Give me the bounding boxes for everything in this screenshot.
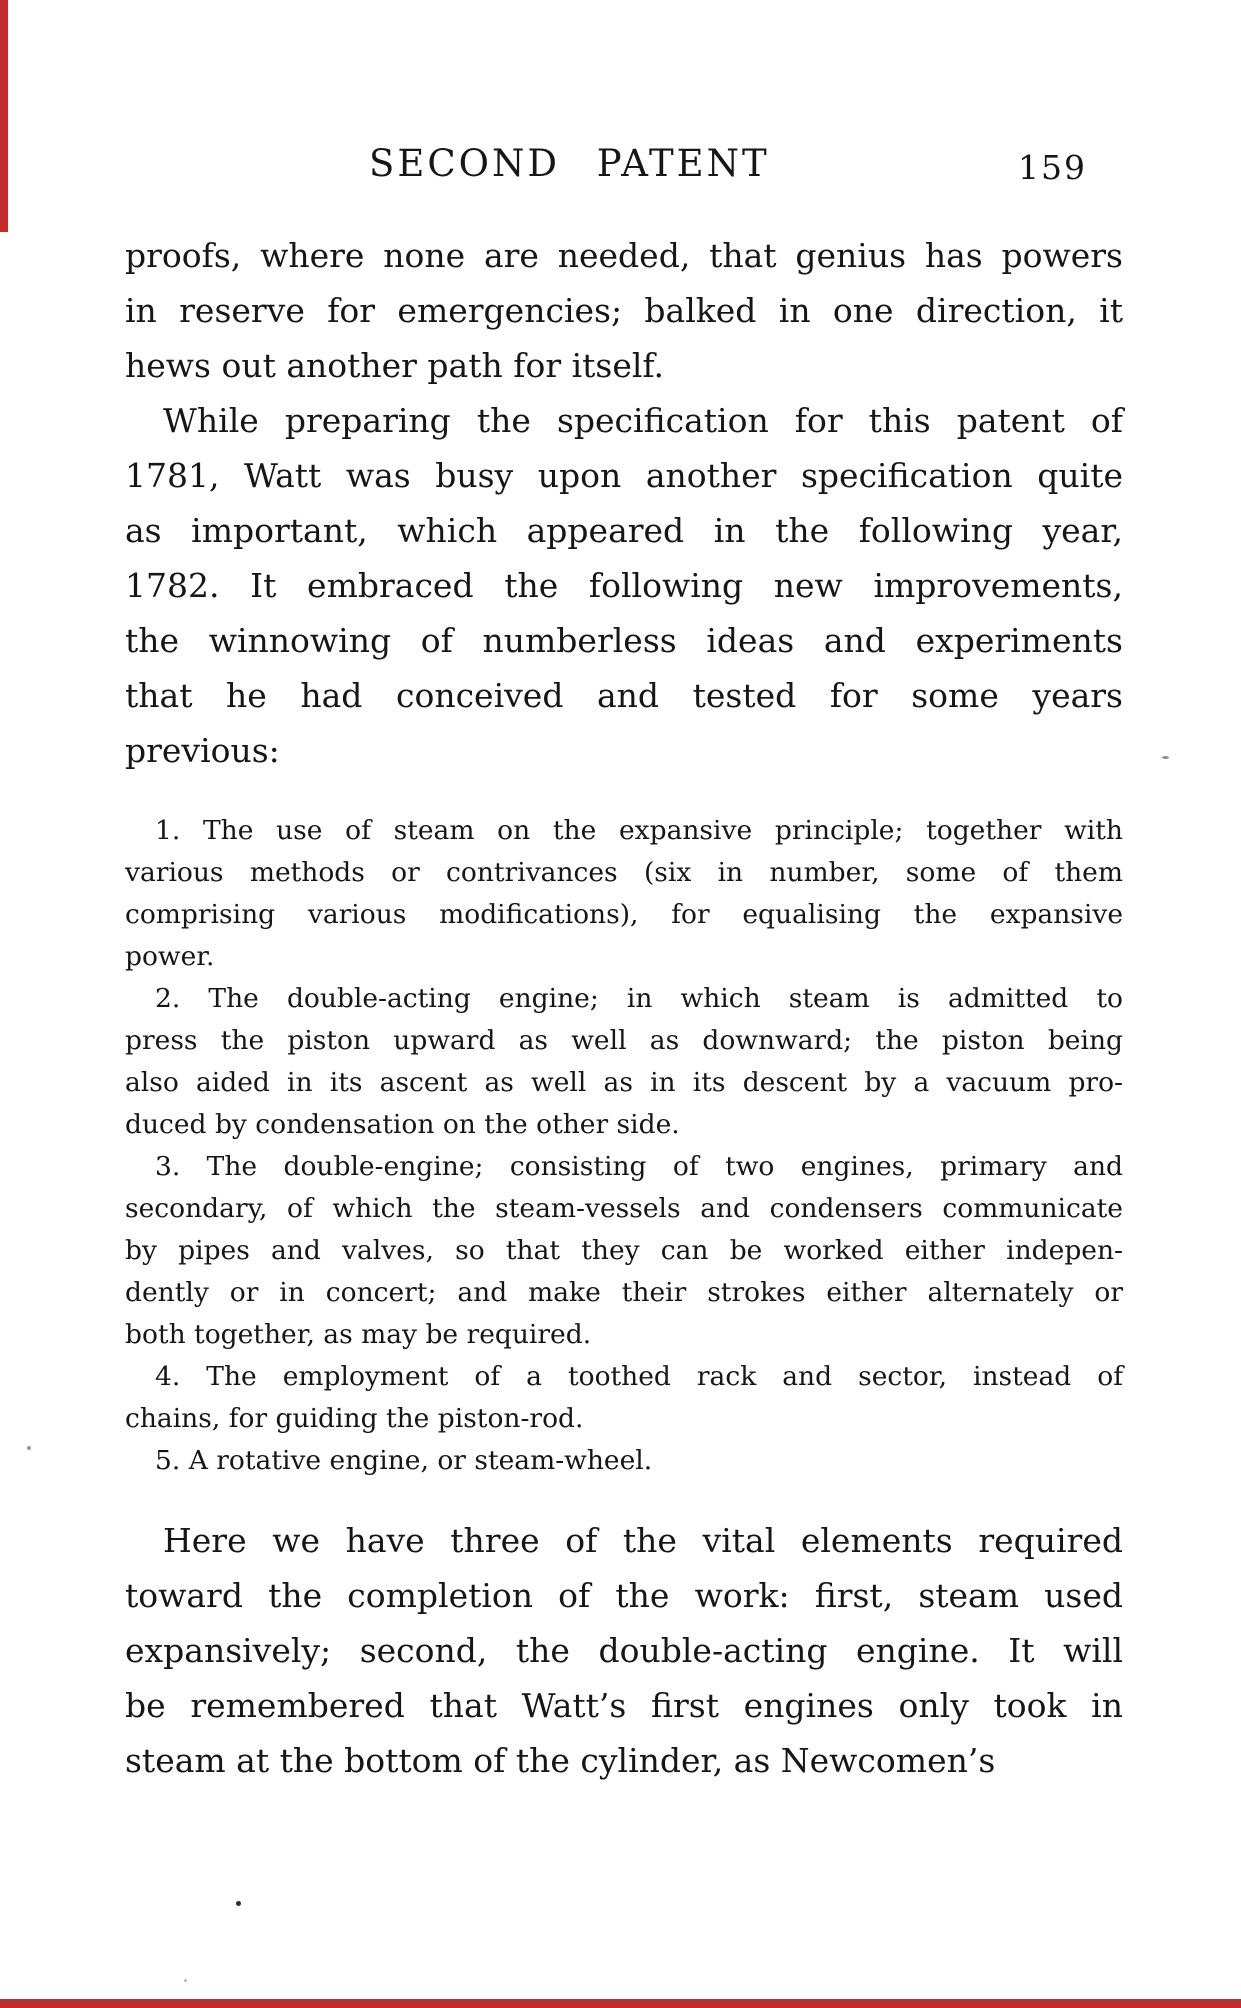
text-line: secondary, of which the steam-vessels and condensers communicate (125, 1193, 1123, 1224)
text-line: 3. The double-engine; consisting of two engines, primary and (155, 1151, 1123, 1182)
text-line: that he had conceived and tested for some years (125, 676, 1123, 715)
text-line: Here we have three of the vital elements required (163, 1521, 1123, 1560)
list-item-2 (125, 978, 1123, 1146)
text-line: as important, which appeared in the following year, (125, 511, 1123, 550)
scan-speck (236, 1901, 241, 1906)
text-line: dently or in concert; and make their strokes either alternately or (125, 1277, 1123, 1308)
scan-speck (27, 1446, 31, 1450)
scan-edge-left (0, 0, 8, 232)
text-line: also aided in its ascent as well as in its descent by a vacuum pro- (125, 1067, 1123, 1098)
text-line: 2. The double-acting engine; in which steam is admitted to (155, 983, 1123, 1014)
text-line: 1. The use of steam on the expansive principle; together with (155, 815, 1123, 846)
text-line: proofs, where none are needed, that genius has powers (125, 236, 1123, 275)
paragraph-while-preparing (125, 393, 1123, 778)
text-line: by pipes and valves, so that they can be worked either indepen- (125, 1235, 1123, 1266)
text-line: power. (125, 941, 215, 972)
text-line: steam at the bottom of the cylinder, as Newcomen’s (125, 1741, 996, 1780)
text-line: press the piston upward as well as downward; the piston being (125, 1025, 1123, 1056)
text-line: While preparing the specification for this patent of (163, 401, 1123, 440)
text-line: comprising various modifications), for equalising the expansive (125, 899, 1123, 930)
text-line: 5. A rotative engine, or steam-wheel. (155, 1445, 653, 1476)
text-block (125, 228, 1123, 1788)
text-line: both together, as may be required. (125, 1319, 592, 1350)
text-line: hews out another path for itself. (125, 346, 664, 385)
text-line: chains, for guiding the piston-rod. (125, 1403, 584, 1434)
text-line: in reserve for emergencies; balked in one direction, it (125, 291, 1123, 330)
text-line: the winnowing of numberless ideas and experiments (125, 621, 1123, 660)
text-line: various methods or contrivances (six in number, some of them (125, 857, 1123, 888)
list-item-4 (125, 1356, 1123, 1440)
list-item-3 (125, 1146, 1123, 1356)
text-line: expansively; second, the double-acting engine. It will (125, 1631, 1123, 1670)
text-line: 1781, Watt was busy upon another specification quite (125, 456, 1123, 495)
page-number: 159 (1018, 148, 1087, 187)
scan-edge-bottom (0, 1999, 1241, 2008)
list-item-1 (125, 810, 1123, 978)
text-line: be remembered that Watt’s first engines only took in (125, 1686, 1123, 1725)
paragraph-here-we-have (125, 1513, 1123, 1788)
text-line: previous: (125, 731, 280, 770)
text-line: duced by condensation on the other side. (125, 1109, 680, 1140)
header-title: SECOND PATENT (369, 142, 770, 185)
text-line: toward the completion of the work: first, steam used (125, 1576, 1123, 1615)
running-header (125, 142, 1123, 186)
list-item-5 (125, 1440, 1123, 1482)
scan-speck (184, 1979, 187, 1982)
paragraph-proofs (125, 228, 1123, 393)
scan-speck (1162, 756, 1169, 759)
text-line: 4. The employment of a toothed rack and sector, instead of (155, 1361, 1123, 1392)
text-line: 1782. It embraced the following new improvements, (125, 566, 1123, 605)
